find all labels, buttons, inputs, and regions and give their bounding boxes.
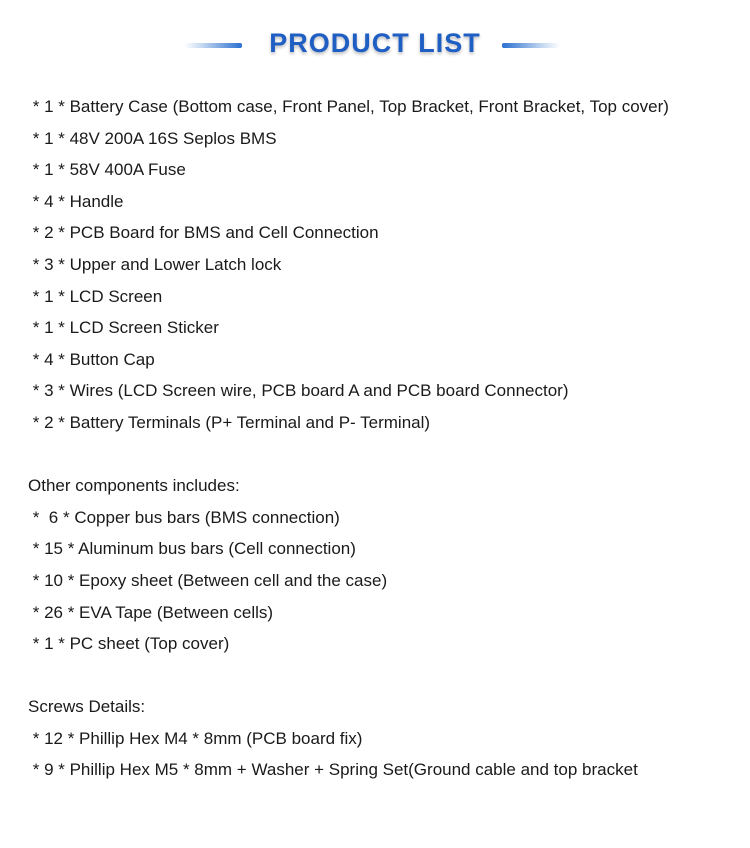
list-item: * 4 * Button Cap [28,349,155,369]
list-item: * 1 * Battery Case (Bottom case, Front Panel, Top Bracket, Front Bracket, Top cover) [28,97,669,116]
list-item: * 10 * Epoxy sheet (Between cell and the case) [28,570,388,590]
list-item: * 1 * LCD Screen [28,286,163,306]
other-components-heading: Other components includes: [28,476,240,496]
list-item: * 1 * LCD Screen Sticker [28,318,219,338]
list-item: * 6 * Copper bus bars (BMS connection) [28,507,340,527]
list-item: * 4 * Handle [28,191,124,211]
list-item: * 2 * Battery Terminals (P+ Terminal and P- Terminal) [28,412,431,432]
list-item: * 1 * 58V 400A Fuse [28,160,186,180]
list-item: * 3 * Wires (LCD Screen wire, PCB board A and PCB board Connector) [28,381,569,401]
list-item: * 1 * PC sheet (Top cover) [28,634,230,654]
section-spacer [28,660,728,692]
list-item: * 12 * Phillip Hex M4 * 8mm (PCB board fix) [28,728,363,748]
list-item: * 9 * Phillip Hex M5 * 8mm + Washer + Spring Set(Ground cable and top bracket [28,760,638,780]
product-list-content [28,91,728,786]
list-item: * 1 * 48V 200A 16S Seplos BMS [28,128,277,148]
screws-heading: Screws Details: [28,697,146,717]
list-item: * 2 * PCB Board for BMS and Cell Connection [28,223,379,243]
list-item: * 3 * Upper and Lower Latch lock [28,254,282,274]
page-title: PRODUCT LIST [269,28,481,58]
product-list-header [0,26,750,66]
header-decoration-right [502,43,560,48]
section-spacer [28,439,728,471]
list-item: * 26 * EVA Tape (Between cells) [28,602,274,622]
list-item: * 15 * Aluminum bus bars (Cell connection) [28,539,356,559]
